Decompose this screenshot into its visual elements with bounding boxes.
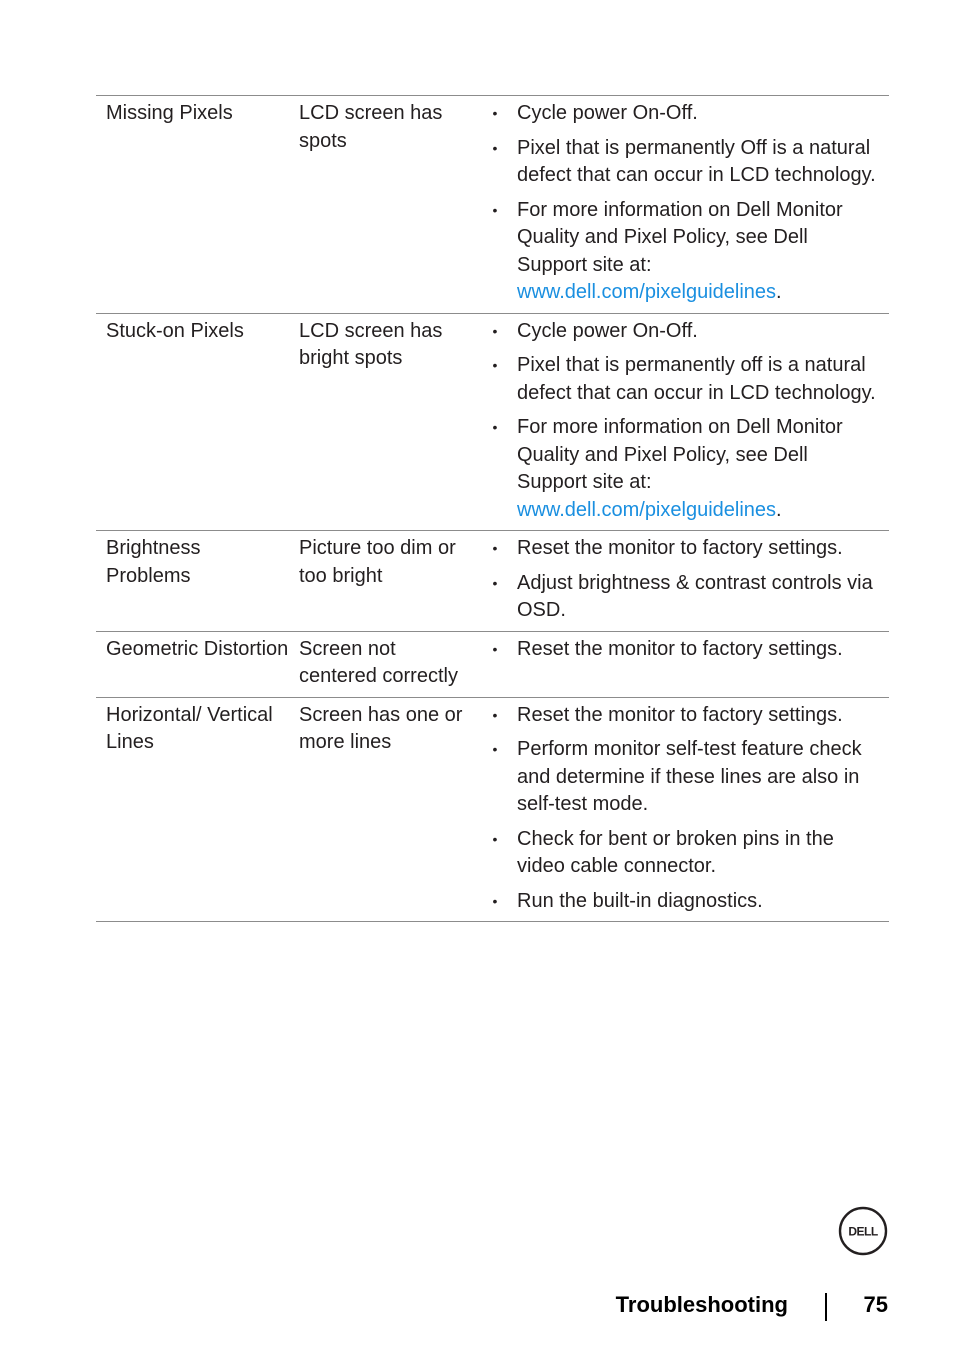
footer-section-title: Troubleshooting [615, 1292, 788, 1317]
solutions-list [489, 535, 881, 625]
solution-item [489, 636, 881, 664]
solutions-list [489, 100, 881, 307]
symptom-cell: LCD screen has spots [299, 102, 443, 152]
symptom-cell: LCD screen has bright spots [299, 319, 443, 369]
solution-text: Reset the monitor to factory settings. [517, 703, 843, 726]
solution-item [489, 100, 881, 128]
solution-item [489, 535, 881, 563]
solution-text: Perform monitor self-test feature check and determine if these lines are also in self-test mode. [517, 738, 862, 815]
table-row [96, 314, 889, 532]
solution-text: Pixel that is permanently Off is a natural defect that can occur in LCD technology. [517, 136, 876, 186]
troubleshooting-table [96, 95, 889, 922]
bullet-icon: • [492, 419, 498, 435]
solutions-cell [479, 96, 889, 313]
bullet-icon: • [492, 322, 498, 339]
problem-cell: Horizontal/ Vertical Lines [106, 703, 273, 753]
solution-item [489, 135, 881, 190]
bullet-icon: • [492, 105, 498, 121]
solution-item [489, 826, 881, 881]
solution-text: Reset the monitor to factory settings. [517, 637, 843, 660]
bullet-icon: • [492, 706, 498, 723]
solution-text: Reset the monitor to factory settings. [517, 537, 843, 559]
solution-text: Run the built-in diagnostics. [517, 889, 763, 912]
symptom-cell: Picture too dim or too bright [299, 537, 456, 587]
problem-cell: Geometric Distortion [106, 637, 289, 660]
bullet-icon: • [492, 892, 498, 909]
solution-item [489, 888, 881, 916]
problem-cell: Stuck-on Pixels [106, 319, 244, 342]
solution-item [489, 318, 881, 346]
problem-cell: Missing Pixels [106, 102, 233, 124]
solutions-list [489, 702, 881, 916]
table-row [96, 96, 889, 314]
symptom-cell: Screen has one or more lines [299, 703, 463, 753]
pixel-guidelines-link[interactable]: www.dell.com/pixelguidelines [517, 498, 777, 521]
footer-divider [825, 1293, 827, 1321]
solution-text: For more information on Dell Monitor Quality and Pixel Policy, see Dell Support site at: [517, 198, 843, 276]
solution-text-suffix: . [776, 498, 782, 521]
bullet-icon: • [492, 201, 498, 218]
dell-logo-icon [838, 1206, 888, 1256]
bullet-icon: • [492, 640, 498, 657]
solution-text: Pixel that is permanently off is a natural defect that can occur in LCD technology. [517, 354, 876, 404]
solution-text-suffix: . [776, 281, 782, 303]
symptom-cell: Screen not centered correctly [299, 637, 458, 687]
solutions-cell [479, 531, 889, 631]
bullet-icon: • [492, 139, 498, 156]
bullet-icon: • [492, 357, 498, 373]
solution-text: Check for bent or broken pins in the video cable connector. [517, 827, 834, 877]
bullet-icon: • [492, 540, 498, 556]
solutions-list [489, 636, 881, 664]
solution-text: Cycle power On-Off. [517, 319, 698, 342]
solution-item [489, 352, 881, 407]
solutions-cell [479, 314, 889, 531]
solutions-cell [479, 632, 889, 697]
solution-text: For more information on Dell Monitor Quality and Pixel Policy, see Dell Support site at: [517, 416, 843, 493]
bullet-icon: • [492, 741, 498, 757]
problem-cell: Brightness Problems [106, 537, 201, 587]
svg-text:DELL: DELL [848, 1224, 878, 1239]
table-row [96, 632, 889, 698]
bullet-icon: • [492, 574, 498, 591]
solutions-cell [479, 698, 889, 922]
solution-item [489, 570, 881, 625]
table-row [96, 698, 889, 923]
solutions-list [489, 318, 881, 525]
solution-item [489, 414, 881, 524]
solution-item [489, 702, 881, 730]
pixel-guidelines-link[interactable]: www.dell.com/pixelguidelines [517, 281, 777, 303]
solution-item [489, 736, 881, 819]
solution-item [489, 197, 881, 307]
page-number: 75 [863, 1292, 888, 1317]
solution-text: Adjust brightness & contrast controls via OSD. [517, 571, 873, 621]
solution-text: Cycle power On-Off. [517, 102, 698, 124]
bullet-icon: • [492, 830, 498, 847]
table-row [96, 531, 889, 632]
